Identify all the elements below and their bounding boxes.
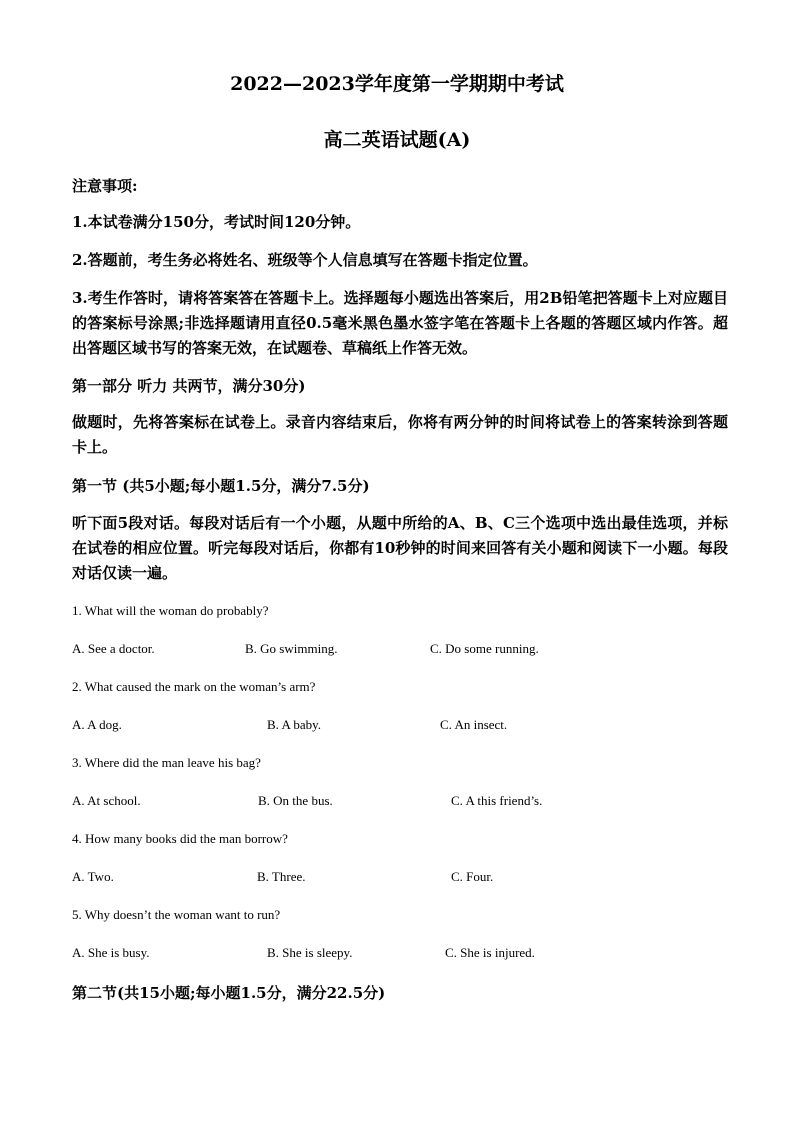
q4-option-b: B. Three. (257, 869, 306, 884)
question-stem-2: 2. What caused the mark on the woman’s arm? (72, 679, 316, 694)
section1-heading: 第一节 (共5小题;每小题1.5分，满分7.5分) (72, 477, 370, 495)
note-item-2: 2.答题前，考生务必将姓名、班级等个人信息填写在答题卡指定位置。 (72, 251, 538, 269)
q2-option-c: C. An insect. (440, 717, 508, 732)
q3-option-a: A. At school. (72, 793, 141, 808)
q4-option-a: A. Two. (72, 869, 114, 884)
exam-title: 2022—2023学年度第一学期期中考试 (230, 73, 564, 95)
question-stem-3: 3. Where did the man leave his bag? (72, 755, 261, 770)
exam-subtitle: 高二英语试题(A) (323, 129, 471, 151)
q2-option-b: B. A baby. (267, 717, 322, 732)
q5-option-b: B. She is sleepy. (267, 945, 353, 960)
part1-instruction: 做题时，先将答案标在试卷上。录音内容结束后，你将有两分钟的时间将试卷上的答案转涂到答题卡上。 (72, 413, 728, 456)
q1-option-b: B. Go swimming. (245, 641, 338, 656)
notes-heading: 注意事项: (72, 177, 138, 195)
q3-option-b: B. On the bus. (258, 793, 333, 808)
q3-option-c: C. A this friend’s. (451, 793, 543, 808)
q1-option-a: A. See a doctor. (72, 641, 155, 656)
question-stem-1: 1. What will the woman do probably? (72, 603, 269, 618)
q1-option-c: C. Do some running. (430, 641, 539, 656)
section1-instruction: 听下面5段对话。每段对话后有一个小题，从题中所给的A、B、C三个选项中选出最佳选项，并标在试卷的相应位置。听完每段对话后，你都有10秒钟的时间来回答有关小题和阅读下一小题。每段对话仅读一遍。 (72, 514, 728, 582)
q4-option-c: C. Four. (451, 869, 494, 884)
note-item-3: 3.考生作答时，请将答案答在答题卡上。选择题每小题选出答案后，用2B铅笔把答题卡上对应题目的答案标号涂黑;非选择题请用直径0.5毫米黑色墨水签字笔在答题卡上各题的答题区域内作答。超出答题区域书写的答案无效，在试题卷、草稿纸上作答无效。 (72, 289, 728, 357)
section2-heading: 第二节(共15小题;每小题1.5分，满分22.5分) (72, 984, 386, 1002)
part1-heading: 第一部分 听力 共两节，满分30分) (72, 377, 306, 395)
question-stem-5: 5. Why doesn’t the woman want to run? (72, 907, 281, 922)
q5-option-c: C. She is injured. (445, 945, 535, 960)
note-item-1: 1.本试卷满分150分，考试时间120分钟。 (72, 213, 361, 231)
q5-option-a: A. She is busy. (72, 945, 150, 960)
q2-option-a: A. A dog. (72, 717, 122, 732)
question-stem-4: 4. How many books did the man borrow? (72, 831, 288, 846)
